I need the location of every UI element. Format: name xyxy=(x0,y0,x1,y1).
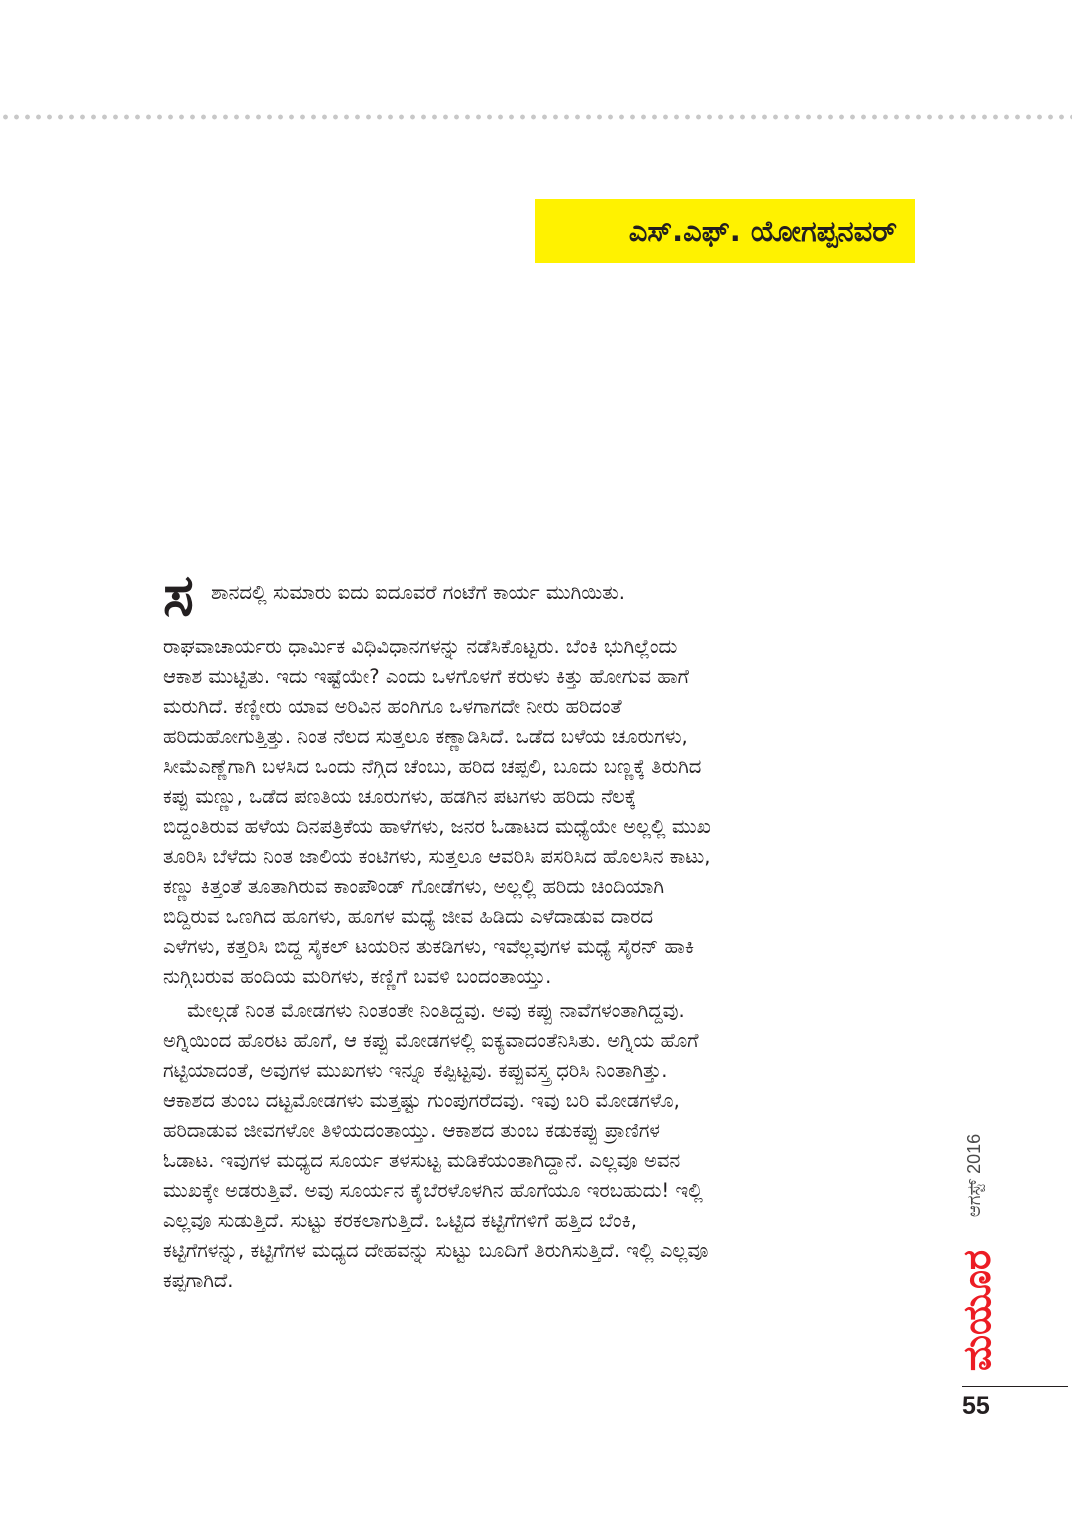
article-line: ಮೇಲ್ಗಡೆ ನಿಂತ ಮೋಡಗಳು ನಿಂತಂತೇ ನಿಂತಿದ್ದವು. ಅವು ಕಪ್ಪು ನಾವೆಗಳಂತಾಗಿದ್ದವು. xyxy=(187,999,685,1022)
dotted-separator xyxy=(0,114,1072,120)
author-name: ಎಸ್.ಎಫ್. ಯೋಗಪ್ಪನವರ್ xyxy=(628,213,897,248)
article-line: ಅಗ್ನಿಯಿಂದ ಹೊರಟ ಹೊಗೆ, ಆ ಕಪ್ಪು ಮೋಡಗಳಲ್ಲಿ ಐಕ್ಯವಾದಂತೆನಿಸಿತು. ಅಗ್ನಿಯ ಹೊಗೆ xyxy=(163,1029,699,1052)
article-body xyxy=(163,561,923,1386)
article-line: ಆಕಾಶ ಮುಟ್ಟಿತು. ಇದು ಇಷ್ಟೆಯೇ? ಎಂದು ಒಳಗೊಳಗೆ ಕರುಳು ಕಿತ್ತು ಹೋಗುವ ಹಾಗೆ xyxy=(163,665,689,688)
article-line: ರಾಘವಾಚಾರ್ಯರು ಧಾರ್ಮಿಕ ವಿಧಿವಿಧಾನಗಳನ್ನು ನಡೆಸಿಕೊಟ್ಟರು. ಬೆಂಕಿ ಭುಗಿಲ್ಲೆಂದು xyxy=(163,635,678,658)
article-line: ಮುಖಕ್ಕೇ ಅಡರುತ್ತಿವೆ. ಅವು ಸೂರ್ಯನ ಕೈಬೆರಳೊಳಗಿನ ಹೊಗೆಯೂ ಇರಬಹುದು! ಇಲ್ಲಿ xyxy=(163,1179,703,1202)
magazine-title xyxy=(956,1245,1000,1375)
article-line: ಎಳೆಗಳು, ಕತ್ತರಿಸಿ ಬಿದ್ದ ಸೈಕಲ್ ಟಯರಿನ ತುಕಡಿಗಳು, ಇವೆಲ್ಲವುಗಳ ಮಧ್ಯೆ ಸೈರನ್ ಹಾಕಿ xyxy=(163,935,694,958)
article-line: ಬಿದ್ದಿರುವ ಒಣಗಿದ ಹೂಗಳು, ಹೂಗಳ ಮಧ್ಯೆ ಜೀವ ಹಿಡಿದು ಎಳೆದಾಡುವ ದಾರದ xyxy=(163,905,654,928)
issue-date xyxy=(955,1115,995,1235)
article-line: ಹರಿದಾಡುವ ಜೀವಗಳೋ ತಿಳಿಯದಂತಾಯ್ತು. ಆಕಾಶದ ತುಂಬ ಕಡುಕಪ್ಪು ಪ್ರಾಣಿಗಳ xyxy=(163,1119,660,1142)
article-line: ಹರಿದುಹೋಗುತ್ತಿತ್ತು. ನಿಂತ ನೆಲದ ಸುತ್ತಲೂ ಕಣ್ಣಾಡಿಸಿದೆ. ಒಡೆದ ಬಳೆಯ ಚೂರುಗಳು, xyxy=(163,725,688,748)
page-number-rule xyxy=(962,1386,1068,1387)
article-line: ಗಟ್ಟಿಯಾದಂತೆ, ಅವುಗಳ ಮುಖಗಳು ಇನ್ನೂ ಕಪ್ಪಿಟ್ಟವು. ಕಪ್ಪುವಸ್ತ್ರ ಧರಿಸಿ ನಿಂತಾಗಿತ್ತು. xyxy=(163,1059,668,1082)
article-line: ಬಿದ್ದಂತಿರುವ ಹಳೆಯ ದಿನಪತ್ರಿಕೆಯ ಹಾಳೆಗಳು, ಜನರ ಓಡಾಟದ ಮಧ್ಯೆಯೇ ಅಲ್ಲಲ್ಲಿ ಮುಖ xyxy=(163,815,711,838)
article-line: ಸೀಮೆಎಣ್ಣೆಗಾಗಿ ಬಳಸಿದ ಒಂದು ನೆಗ್ಗಿದ ಚೆಂಬು, ಹರಿದ ಚಪ್ಪಲಿ, ಬೂದು ಬಣ್ಣಕ್ಕೆ ತಿರುಗಿದ xyxy=(163,755,702,778)
drop-cap: ಸ xyxy=(163,561,194,629)
article-line: ಮರುಗಿದೆ. ಕಣ್ಣೀರು ಯಾವ ಅರಿವಿನ ಹಂಗಿಗೂ ಒಳಗಾಗದೇ ನೀರು ಹರಿದಂತೆ xyxy=(163,695,622,718)
article-line: ಕಪ್ಪು ಮಣ್ಣು, ಒಡೆದ ಪಣತಿಯ ಚೂರುಗಳು, ಹಡಗಿನ ಪಟಗಳು ಹರಿದು ನೆಲಕ್ಕೆ xyxy=(163,785,637,808)
article-line: ತೂರಿಸಿ ಬೆಳೆದು ನಿಂತ ಜಾಲಿಯ ಕಂಟಿಗಳು, ಸುತ್ತಲೂ ಆವರಿಸಿ ಪಸರಿಸಿದ ಹೊಲಸಿನ ಕಾಟು, xyxy=(163,845,711,868)
article-line: ಆಕಾಶದ ತುಂಬ ದಟ್ಟಮೋಡಗಳು ಮತ್ತಷ್ಟು ಗುಂಪುಗರೆದವು. ಇವು ಬರಿ ಮೋಡಗಳೊ, xyxy=(163,1089,680,1112)
article-line: ಕಣ್ಣು ಕಿತ್ತಂತೆ ತೂತಾಗಿರುವ ಕಾಂಪೌಂಡ್ ಗೋಡೆಗಳು, ಅಲ್ಲಲ್ಲಿ ಹರಿದು ಚಿಂದಿಯಾಗಿ xyxy=(163,875,664,898)
author-byline-box xyxy=(535,199,915,263)
article-line: ಕಪ್ಪಗಾಗಿದೆ. xyxy=(163,1269,234,1292)
article-line: ಓಡಾಟ. ಇವುಗಳ ಮಧ್ಯದ ಸೂರ್ಯ ತಳಸುಟ್ಟ ಮಡಿಕೆಯಂತಾಗಿದ್ದಾನೆ. ಎಲ್ಲವೂ ಅವನ xyxy=(163,1149,681,1172)
article-line: ಶಾನದಲ್ಲಿ ಸುಮಾರು ಐದು ಐದೂವರೆ ಗಂಟೆಗೆ ಕಾರ್ಯ ಮುಗಿಯಿತು. xyxy=(211,581,625,604)
page-number: 55 xyxy=(962,1392,990,1420)
article-line: ಎಲ್ಲವೂ ಸುಡುತ್ತಿದೆ. ಸುಟ್ಟು ಕರಕಲಾಗುತ್ತಿದೆ. ಒಟ್ಟಿದ ಕಟ್ಟಿಗೆಗಳಿಗೆ ಹತ್ತಿದ ಬೆಂಕಿ, xyxy=(163,1209,637,1232)
article-line: ಕಟ್ಟಿಗೆಗಳನ್ನು, ಕಟ್ಟಿಗೆಗಳ ಮಧ್ಯದ ದೇಹವನ್ನು ಸುಟ್ಟು ಬೂದಿಗೆ ತಿರುಗಿಸುತ್ತಿದೆ. ಇಲ್ಲಿ ಎಲ್ಲವೂ xyxy=(163,1239,709,1262)
issue-date-text: ಆಗಸ್ಟ್ 2016 xyxy=(964,1133,985,1217)
magazine-title-text: ಮಯೂರ xyxy=(955,1249,1000,1371)
article-line: ನುಗ್ಗಿಬರುವ ಹಂದಿಯ ಮರಿಗಳು, ಕಣ್ಣಿಗೆ ಬವಳಿ ಬಂದಂತಾಯ್ತು. xyxy=(163,965,552,988)
